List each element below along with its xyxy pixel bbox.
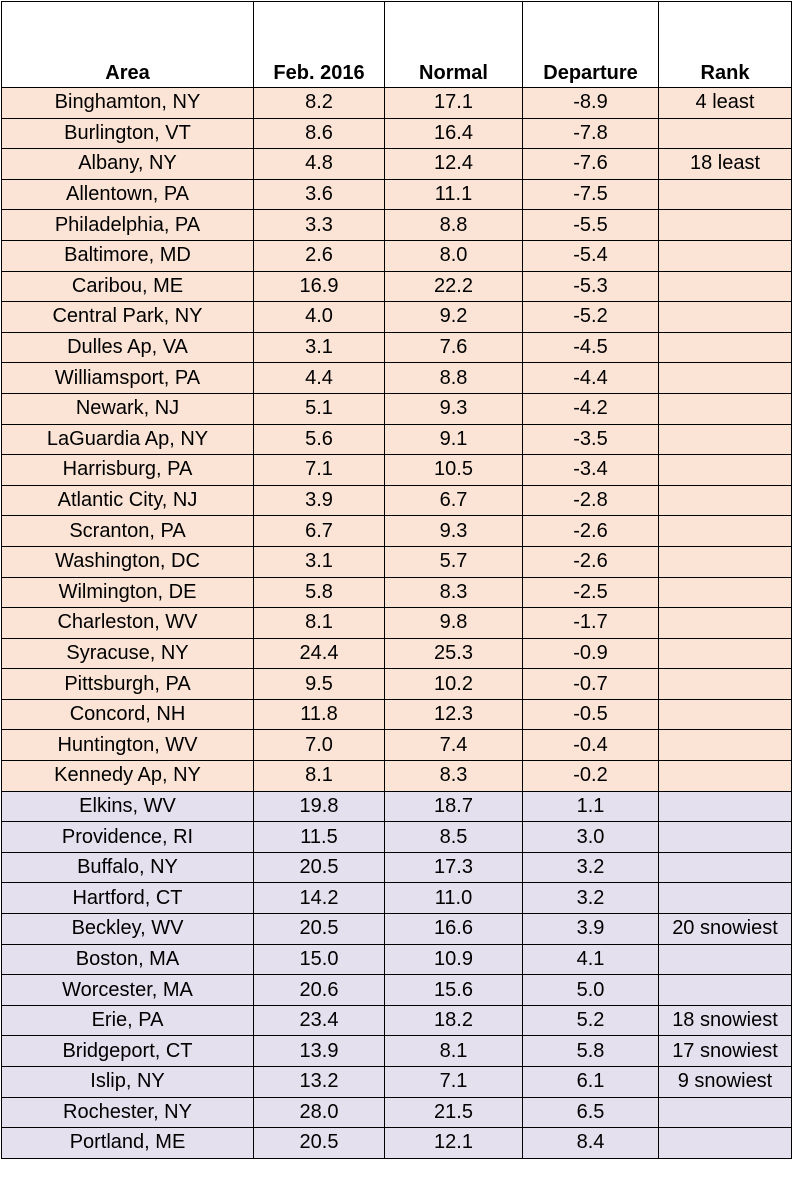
rank-cell (659, 516, 792, 547)
departure-cell: 5.0 (523, 975, 659, 1006)
table-row (2, 975, 792, 1006)
normal-cell: 5.7 (385, 546, 523, 577)
rank-cell (659, 944, 792, 975)
table-row (2, 669, 792, 700)
area-cell: Newark, NJ (2, 393, 254, 424)
departure-cell: 3.9 (523, 914, 659, 945)
rank-cell (659, 302, 792, 333)
departure-cell: -4.5 (523, 332, 659, 363)
area-cell: Beckley, WV (2, 914, 254, 945)
rank-cell (659, 730, 792, 761)
rank-cell: 9 snowiest (659, 1067, 792, 1098)
table-row (2, 822, 792, 853)
area-cell: Binghamton, NY (2, 88, 254, 119)
feb-2016-cell: 23.4 (254, 1005, 385, 1036)
table-row (2, 302, 792, 333)
area-cell: Williamsport, PA (2, 363, 254, 394)
normal-cell: 8.3 (385, 577, 523, 608)
feb-2016-cell: 7.1 (254, 455, 385, 486)
departure-cell: 6.1 (523, 1067, 659, 1098)
feb-2016-cell: 9.5 (254, 669, 385, 700)
normal-cell: 10.2 (385, 669, 523, 700)
feb-2016-cell: 14.2 (254, 883, 385, 914)
departure-cell: -0.4 (523, 730, 659, 761)
normal-cell: 10.5 (385, 455, 523, 486)
feb-2016-cell: 5.6 (254, 424, 385, 455)
departure-cell: -0.5 (523, 699, 659, 730)
feb-2016-cell: 20.5 (254, 914, 385, 945)
table-row (2, 210, 792, 241)
normal-cell: 8.0 (385, 240, 523, 271)
rank-cell (659, 424, 792, 455)
table-row (2, 88, 792, 119)
rank-cell (659, 577, 792, 608)
rank-cell: 4 least (659, 88, 792, 119)
normal-cell: 9.1 (385, 424, 523, 455)
area-cell: Worcester, MA (2, 975, 254, 1006)
feb-2016-cell: 24.4 (254, 638, 385, 669)
area-cell: Baltimore, MD (2, 240, 254, 271)
area-cell: Kennedy Ap, NY (2, 761, 254, 792)
departure-cell: -2.6 (523, 516, 659, 547)
table-row (2, 761, 792, 792)
feb-2016-cell: 8.2 (254, 88, 385, 119)
feb-2016-cell: 13.2 (254, 1067, 385, 1098)
feb-2016-cell: 8.1 (254, 608, 385, 639)
rank-cell (659, 363, 792, 394)
departure-cell: -2.6 (523, 546, 659, 577)
rank-cell (659, 210, 792, 241)
area-cell: Atlantic City, NJ (2, 485, 254, 516)
departure-cell: -3.4 (523, 455, 659, 486)
area-cell: Wilmington, DE (2, 577, 254, 608)
area-cell: Bridgeport, CT (2, 1036, 254, 1067)
table-row (2, 118, 792, 149)
normal-cell: 9.3 (385, 393, 523, 424)
departure-cell: 1.1 (523, 791, 659, 822)
table-row (2, 1128, 792, 1159)
feb-2016-cell: 20.5 (254, 1128, 385, 1159)
rank-cell (659, 393, 792, 424)
departure-cell: -2.5 (523, 577, 659, 608)
area-cell: Pittsburgh, PA (2, 669, 254, 700)
normal-cell: 18.2 (385, 1005, 523, 1036)
departure-cell: -3.5 (523, 424, 659, 455)
feb-2016-cell: 19.8 (254, 791, 385, 822)
area-cell: Rochester, NY (2, 1097, 254, 1128)
rank-cell: 18 snowiest (659, 1005, 792, 1036)
area-cell: Providence, RI (2, 822, 254, 853)
table-body (2, 88, 792, 1159)
normal-cell: 25.3 (385, 638, 523, 669)
table-row (2, 730, 792, 761)
feb-2016-cell: 8.6 (254, 118, 385, 149)
departure-cell: -0.7 (523, 669, 659, 700)
table-row (2, 271, 792, 302)
area-cell: Huntington, WV (2, 730, 254, 761)
rank-cell (659, 669, 792, 700)
departure-cell: 6.5 (523, 1097, 659, 1128)
snowfall-table (1, 1, 792, 1159)
departure-cell: -5.5 (523, 210, 659, 241)
feb-2016-cell: 3.6 (254, 179, 385, 210)
feb-2016-cell: 11.5 (254, 822, 385, 853)
table-row (2, 240, 792, 271)
table-row (2, 516, 792, 547)
normal-cell: 11.1 (385, 179, 523, 210)
rank-cell (659, 975, 792, 1006)
header-feb-2016: Feb. 2016 (254, 2, 385, 88)
normal-cell: 18.7 (385, 791, 523, 822)
normal-cell: 15.6 (385, 975, 523, 1006)
feb-2016-cell: 2.6 (254, 240, 385, 271)
area-cell: Charleston, WV (2, 608, 254, 639)
feb-2016-cell: 13.9 (254, 1036, 385, 1067)
rank-cell (659, 271, 792, 302)
table-row (2, 546, 792, 577)
departure-cell: -5.2 (523, 302, 659, 333)
area-cell: Elkins, WV (2, 791, 254, 822)
area-cell: Caribou, ME (2, 271, 254, 302)
normal-cell: 9.2 (385, 302, 523, 333)
departure-cell: -0.2 (523, 761, 659, 792)
departure-cell: 3.2 (523, 852, 659, 883)
rank-cell (659, 699, 792, 730)
normal-cell: 8.1 (385, 1036, 523, 1067)
normal-cell: 21.5 (385, 1097, 523, 1128)
departure-cell: -0.9 (523, 638, 659, 669)
header-normal: Normal (385, 2, 523, 88)
normal-cell: 8.5 (385, 822, 523, 853)
table-row (2, 791, 792, 822)
rank-cell (659, 852, 792, 883)
normal-cell: 16.4 (385, 118, 523, 149)
feb-2016-cell: 7.0 (254, 730, 385, 761)
feb-2016-cell: 5.1 (254, 393, 385, 424)
table-row (2, 485, 792, 516)
normal-cell: 11.0 (385, 883, 523, 914)
departure-cell: -7.8 (523, 118, 659, 149)
departure-cell: -4.4 (523, 363, 659, 394)
rank-cell (659, 608, 792, 639)
rank-cell (659, 332, 792, 363)
area-cell: Dulles Ap, VA (2, 332, 254, 363)
rank-cell (659, 791, 792, 822)
normal-cell: 12.4 (385, 149, 523, 180)
normal-cell: 9.8 (385, 608, 523, 639)
normal-cell: 8.8 (385, 363, 523, 394)
feb-2016-cell: 6.7 (254, 516, 385, 547)
rank-cell (659, 546, 792, 577)
area-cell: Harrisburg, PA (2, 455, 254, 486)
feb-2016-cell: 11.8 (254, 699, 385, 730)
area-cell: Burlington, VT (2, 118, 254, 149)
departure-cell: -5.3 (523, 271, 659, 302)
normal-cell: 9.3 (385, 516, 523, 547)
feb-2016-cell: 15.0 (254, 944, 385, 975)
feb-2016-cell: 3.9 (254, 485, 385, 516)
table-row (2, 424, 792, 455)
feb-2016-cell: 4.0 (254, 302, 385, 333)
feb-2016-cell: 4.8 (254, 149, 385, 180)
table-row (2, 455, 792, 486)
departure-cell: -4.2 (523, 393, 659, 424)
normal-cell: 7.6 (385, 332, 523, 363)
rank-cell (659, 240, 792, 271)
table-row (2, 332, 792, 363)
feb-2016-cell: 3.1 (254, 332, 385, 363)
feb-2016-cell: 4.4 (254, 363, 385, 394)
normal-cell: 12.1 (385, 1128, 523, 1159)
departure-cell: -8.9 (523, 88, 659, 119)
area-cell: Boston, MA (2, 944, 254, 975)
departure-cell: -5.4 (523, 240, 659, 271)
departure-cell: 5.8 (523, 1036, 659, 1067)
area-cell: Central Park, NY (2, 302, 254, 333)
rank-cell (659, 1097, 792, 1128)
area-cell: LaGuardia Ap, NY (2, 424, 254, 455)
normal-cell: 12.3 (385, 699, 523, 730)
rank-cell: 17 snowiest (659, 1036, 792, 1067)
area-cell: Washington, DC (2, 546, 254, 577)
rank-cell (659, 485, 792, 516)
header-rank: Rank (659, 2, 792, 88)
table-row (2, 699, 792, 730)
feb-2016-cell: 28.0 (254, 1097, 385, 1128)
area-cell: Syracuse, NY (2, 638, 254, 669)
departure-cell: 8.4 (523, 1128, 659, 1159)
rank-cell (659, 883, 792, 914)
table-row (2, 852, 792, 883)
area-cell: Hartford, CT (2, 883, 254, 914)
table-row (2, 363, 792, 394)
feb-2016-cell: 3.3 (254, 210, 385, 241)
departure-cell: 3.2 (523, 883, 659, 914)
normal-cell: 16.6 (385, 914, 523, 945)
table-row (2, 1005, 792, 1036)
departure-cell: 4.1 (523, 944, 659, 975)
normal-cell: 6.7 (385, 485, 523, 516)
feb-2016-cell: 20.5 (254, 852, 385, 883)
rank-cell (659, 638, 792, 669)
table-row (2, 149, 792, 180)
table-row (2, 393, 792, 424)
header-row (2, 2, 792, 88)
table-row (2, 179, 792, 210)
departure-cell: 3.0 (523, 822, 659, 853)
normal-cell: 22.2 (385, 271, 523, 302)
table-row (2, 1067, 792, 1098)
rank-cell: 18 least (659, 149, 792, 180)
area-cell: Portland, ME (2, 1128, 254, 1159)
rank-cell (659, 1128, 792, 1159)
table-row (2, 638, 792, 669)
table-row (2, 914, 792, 945)
departure-cell: -2.8 (523, 485, 659, 516)
table-row (2, 1097, 792, 1128)
area-cell: Albany, NY (2, 149, 254, 180)
feb-2016-cell: 20.6 (254, 975, 385, 1006)
header-area: Area (2, 2, 254, 88)
area-cell: Islip, NY (2, 1067, 254, 1098)
normal-cell: 7.1 (385, 1067, 523, 1098)
departure-cell: -1.7 (523, 608, 659, 639)
area-cell: Erie, PA (2, 1005, 254, 1036)
normal-cell: 8.8 (385, 210, 523, 241)
rank-cell (659, 118, 792, 149)
area-cell: Scranton, PA (2, 516, 254, 547)
normal-cell: 10.9 (385, 944, 523, 975)
area-cell: Allentown, PA (2, 179, 254, 210)
departure-cell: -7.6 (523, 149, 659, 180)
normal-cell: 8.3 (385, 761, 523, 792)
header-departure: Departure (523, 2, 659, 88)
table-row (2, 883, 792, 914)
normal-cell: 17.1 (385, 88, 523, 119)
departure-cell: -7.5 (523, 179, 659, 210)
rank-cell (659, 179, 792, 210)
normal-cell: 17.3 (385, 852, 523, 883)
normal-cell: 7.4 (385, 730, 523, 761)
area-cell: Philadelphia, PA (2, 210, 254, 241)
departure-cell: 5.2 (523, 1005, 659, 1036)
rank-cell (659, 455, 792, 486)
feb-2016-cell: 8.1 (254, 761, 385, 792)
rank-cell (659, 761, 792, 792)
feb-2016-cell: 5.8 (254, 577, 385, 608)
area-cell: Buffalo, NY (2, 852, 254, 883)
rank-cell: 20 snowiest (659, 914, 792, 945)
table-row (2, 577, 792, 608)
table-row (2, 608, 792, 639)
table-row (2, 1036, 792, 1067)
feb-2016-cell: 3.1 (254, 546, 385, 577)
area-cell: Concord, NH (2, 699, 254, 730)
feb-2016-cell: 16.9 (254, 271, 385, 302)
table-row (2, 944, 792, 975)
rank-cell (659, 822, 792, 853)
